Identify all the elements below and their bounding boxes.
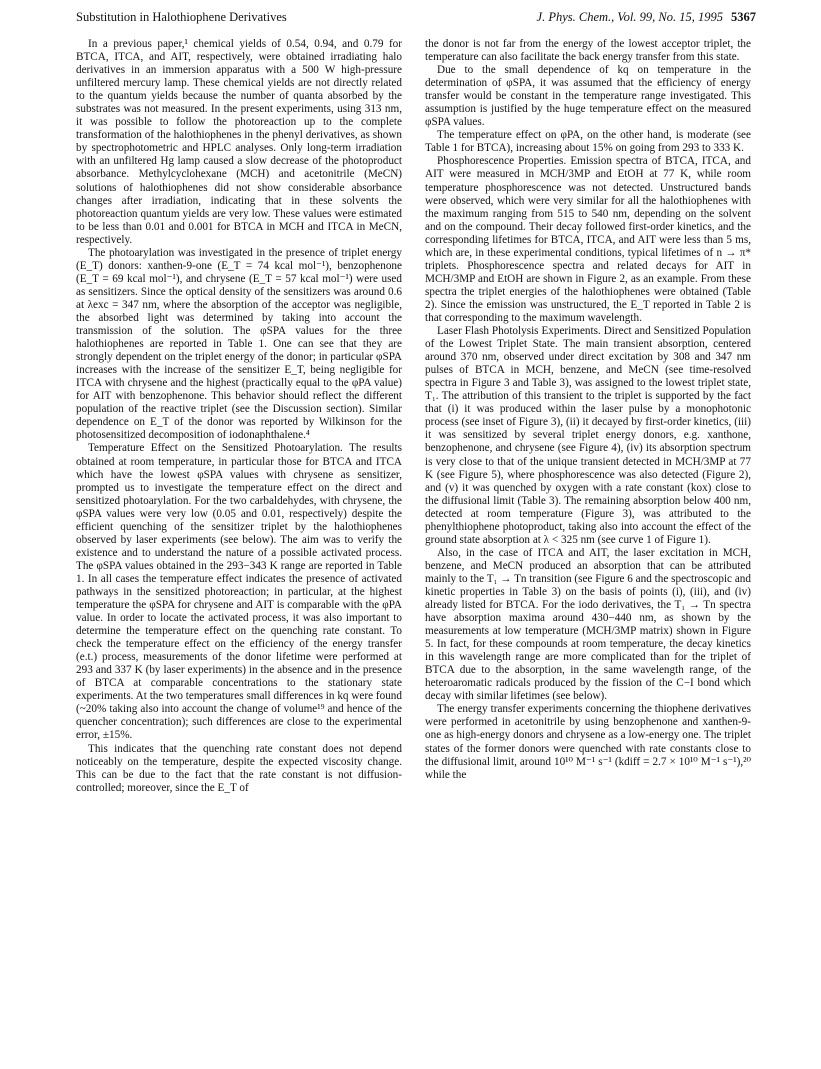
paragraph: the donor is not far from the energy of the lowest acceptor triplet, the temperature can also facilitate the back energy transfer from this state. — [425, 38, 751, 64]
paragraph: Phosphorescence Properties. Emission spectra of BTCA, ITCA, and AIT were measured in MCH/3MP and EtOH at 77 K, while room temperature phosphorescence was not detected. Unstructured bands were observed, which were very similar for all the halothiophenes with the maximum ranging from 515 to 540 nm, depending on the solvent and on the compound. Their decay followed first-order kinetics, and the corresponding lifetimes for BTCA, ITCA, and AIT were less than 5 ms, which are, in these experimental conditions, typical lifetimes of n → π* triplets. Phosphorescence spectra and related decays for AIT in MCH/3MP and EtOH are shown in Figure 2, as an example. From these spectra the triplet energies of the halothiophenes were obtained (Table 2). Since the emission was unstructured, the E_T reported in Table 2 is that corresponding to the maximum wavelength. — [425, 155, 751, 324]
right-column — [425, 38, 751, 782]
page-number: 5367 — [731, 10, 756, 24]
page-header — [76, 10, 756, 28]
paragraph: The photoarylation was investigated in the presence of triplet energy (E_T) donors: xanthen-9-one (E_T = 74 kcal mol⁻¹), benzophenone (E_T = 69 kcal mol⁻¹), and chrysene (E_T = 57 kcal mol⁻¹) were used as sensitizers. Since the optical density of the sensitizers was around 0.6 at λexc = 347 nm, where the absorption of the acceptor was negligible, the absorbed light was determined by taking into account the transmission of the solution. The φSPA values for the three halothiophenes are reported in Table 1. One can see that they are strongly dependent on the triplet energy of the donor; in particular φSPA increases with the increase of the sensitizer E_T, being negligible for ITCA with chrysene and the highest (practically equal to the φPA value) for AIT with benzophenone. This behavior should reflect the different population of the reactive triplet (see the Discussion section). Similar dependence on E_T of the donor was reported by Wilkinson for the photosensitized decomposition of iodonaphthalene.⁴ — [76, 246, 402, 442]
paragraph: In a previous paper,¹ chemical yields of 0.54, 0.94, and 0.79 for BTCA, ITCA, and AIT, respectively, were obtained irradiating halo derivatives in an immersion apparatus with a 500 W high-pressure unfiltered mercury lamp. These chemical yields are not directly related to the quantum yields because the number of quanta absorbed by the substrates was not measured. In the present experiments, using 313 nm, it was possible to follow the photoreaction up to the complete transformation of the halothiophenes in the phenyl derivatives, as shown by spectrophotometric and HPLC analyses. Only long-term irradiation with an unfiltered Hg lamp caused a slow decrease of the photoproduct absorbance. Methylcyclohexane (MCH) and acetonitrile (MeCN) solutions of halothiophenes did not show considerable absorbance changes after irradiation, indicating that in these solvents the photoreaction quantum yields are very low. These values were estimated to be less than 0.01 and 0.001 for BTCA in MCH and ITCA in MeCN, respectively. — [76, 38, 402, 246]
paragraph: Also, in the case of ITCA and AIT, the laser excitation in MCH, benzene, and MeCN produced an absorption that can be attributed mainly to the T₁ → Tn transition (see Figure 6 and the spectroscopic and kinetic properties in Table 3) on the basis of points (i), (iii), and (iv) already listed for BTCA. For the iodo derivatives, the T₁ → Tn spectra have absorption maxima around 430−440 nm, as shown by the measurements at low temperature (MCH/3MP matrix) shown in Figure 5. In fact, for these compounds at room temperature, the decay kinetics in this wavelength range are more complicated than for the triplet of BTCA due to the absorption, in the same wavelength range, of the heteroaromatic radicals produced by the fission of the C−I bond which decay with similar lifetimes (see below). — [425, 546, 751, 703]
paragraph: Temperature Effect on the Sensitized Photoarylation. The results obtained at room temperature, in particular those for BTCA and ITCA which have the lowest φSPA values with chrysene as sensitizer, prompted us to investigate the temperature effect on the direct and sensitized photoarylation. For the two carbaldehydes, with chrysene, the φSPA values were very low (0.05 and 0.01, respectively) despite the efficient quenching of the sensitizer triplet by the halothiophenes observed by laser experiments (see below). The aim was to verify the existence and to understand the nature of a possible activated process. The φSPA values obtained in the 293−343 K range are reported in Table 1. In all cases the temperature effect indicates the presence of activated pathways in the sensitized photoreaction; in particular, at the highest temperature the φSPA for chrysene and AIT is comparable with the φPA value. In order to locate the activated process, it was also important to determine the temperature effect on the quenching rate constant. To check the temperature effect on the efficiency of the energy transfer (e.t.) process, measurements of the donor lifetime were performed at 293 and 337 K (by laser experiments) in the absence and in the presence of BTCA at comparable concentrations to the stationary state experiments. At the two temperatures small differences in kq were found (~20% taking also into account the change of volume¹⁹ and hence of the quencher concentration); such differences are close to the experimental error, ±15%. — [76, 442, 402, 742]
journal-citation — [537, 10, 756, 25]
paragraph: The temperature effect on φPA, on the other hand, is moderate (see Table 1 for BTCA), increasing about 15% on going from 293 to 333 K. — [425, 129, 751, 155]
left-column — [76, 38, 402, 795]
journal-name: J. Phys. Chem., Vol. 99, No. 15, 1995 — [536, 10, 723, 24]
running-title: Substitution in Halothiophene Derivatives — [76, 10, 287, 24]
paragraph: The energy transfer experiments concerning the thiophene derivatives were performed in acetonitrile by using benzophenone and xanthen-9-one as high-energy donors and chrysene as a low-energy one. The triplet states of the former donors were quenched with rate constants close to the diffusional limit, around 10¹⁰ M⁻¹ s⁻¹ (kdiff = 2.7 × 10¹⁰ M⁻¹ s⁻¹),²⁰ while the — [425, 703, 751, 781]
paragraph: Laser Flash Photolysis Experiments. Direct and Sensitized Population of the Lowest Triplet State. The main transient absorption, centered around 370 nm, observed under direct excitation by 308 and 347 nm pulses of BTCA in MCH, benzene, and MeCN (see time-resolved spectra in Figure 3 and Table 3), was assigned to the lowest triplet state, T₁. The attribution of this transient to the triplet is supported by the fact that (i) it was produced within the laser pulse by a monophotonic process (see inset of Figure 3), (ii) it decayed by first-order kinetics, (iii) it was sensitized by several triplet energy donors, e.g. xanthone, benzophenone, and chrysene (see Figure 4), (iv) its absorption spectrum is very close to that of the unique transient detected in MCH/3MP at 77 K (see Figure 5), where phosphorescence was also detected (Figure 2), and (v) it was quenched by oxygen with a rate constant (kox) close to the diffusional limit (Table 3). The remaining absorption below 400 nm, detected at room temperature (Figure 3), was attributed to the phenylthiophene photoproduct, taking also into account the effect of the ground state absorption at λ < 325 nm (see curve 1 of Figure 1). — [425, 325, 751, 546]
paragraph: Due to the small dependence of kq on temperature in the determination of φSPA, it was assumed that the efficiency of energy transfer would be constant in the temperature range investigated. This assumption is justified by the huge temperature effect on the measured φSPA values. — [425, 64, 751, 129]
paragraph: This indicates that the quenching rate constant does not depend noticeably on the temperature, despite the expected viscosity change. This can be due to the fact that the rate constant is not diffusion-controlled; moreover, since the E_T of — [76, 742, 402, 794]
